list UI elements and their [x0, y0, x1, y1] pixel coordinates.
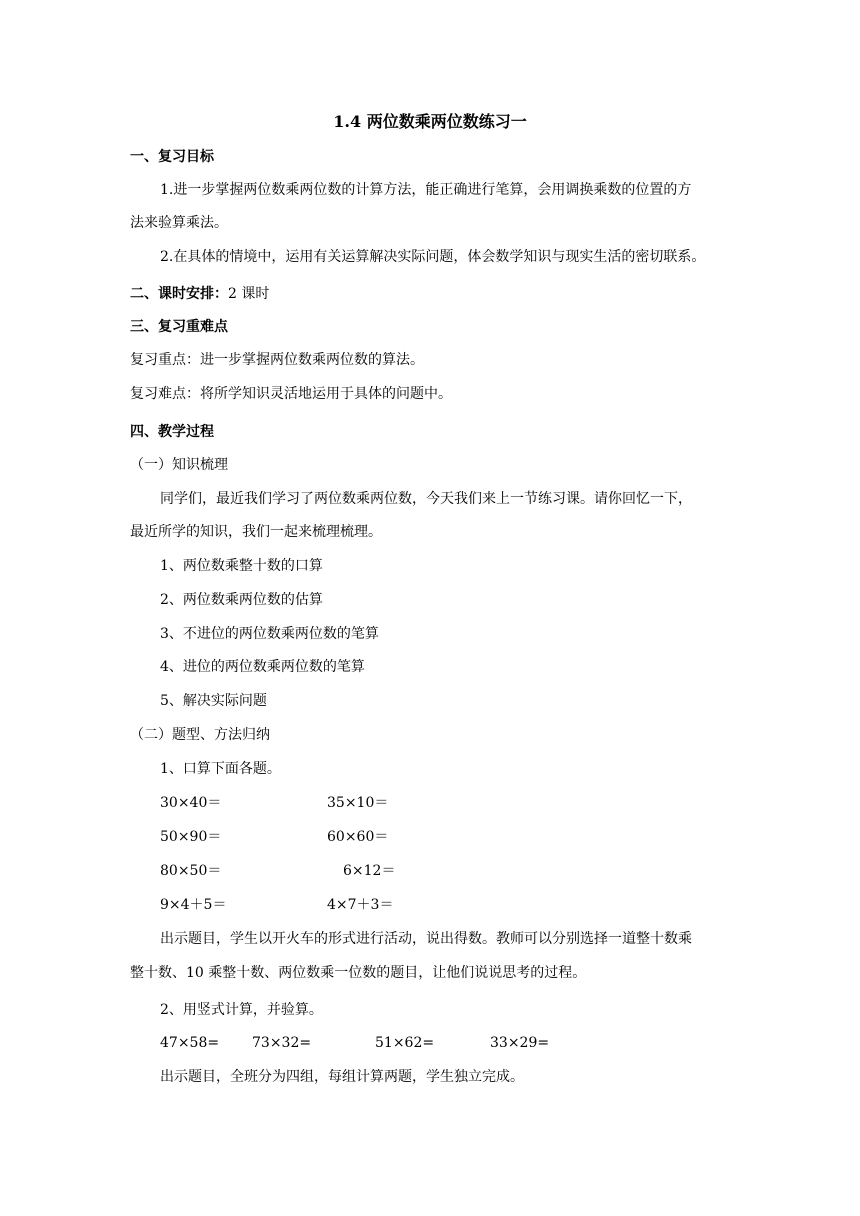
- written-calc-expression: 47×58=: [160, 1035, 220, 1051]
- list-item: 5、解决实际问题: [160, 693, 267, 709]
- written-calc-expression: 51×62=: [375, 1035, 435, 1051]
- mental-math-expression: 60×60＝: [327, 829, 389, 845]
- subsection-question-types: （二）题型、方法归纳: [130, 727, 270, 743]
- subsection-knowledge-review: （一）知识梳理: [130, 457, 228, 473]
- key-point-text: 复习重点：进一步掌握两位数乘两位数的算法。: [130, 352, 424, 368]
- goal-paragraph-1: 1.进一步掌握两位数乘两位数的计算方法，能正确进行笔算，会用调换乘数的位置的方: [160, 182, 692, 198]
- mental-math-expression: 50×90＝: [160, 829, 222, 845]
- mental-math-expression: 4×7＋3＝: [327, 897, 394, 913]
- mental-math-expression: 9×4＋5＝: [160, 897, 227, 913]
- schedule-label: 二、课时安排：: [130, 286, 228, 302]
- difficult-point-text: 复习难点：将所学知识灵活地运用于具体的问题中。: [130, 386, 452, 402]
- mental-math-expression: 80×50＝: [160, 863, 222, 879]
- mental-math-expression: 30×40＝: [160, 795, 222, 811]
- goal-paragraph-1-continued: 法来验算乘法。: [130, 215, 228, 231]
- question-1-note: 出示题目，学生以开火车的形式进行活动，说出得数。教师可以分别选择一道整十数乘: [160, 931, 692, 947]
- question-2-title: 2、用竖式计算，并验算。: [160, 1002, 323, 1018]
- section-heading-review-goals: 一、复习目标: [130, 149, 214, 165]
- list-item: 3、不进位的两位数乘两位数的笔算: [160, 626, 379, 642]
- mental-math-expression: 35×10＝: [327, 795, 389, 811]
- question-1-note-continued: 整十数、10 乘整十数、两位数乘一位数的题目，让他们说说思考的过程。: [130, 965, 587, 981]
- list-item: 2、两位数乘两位数的估算: [160, 592, 323, 608]
- question-1-title: 1、口算下面各题。: [160, 761, 281, 777]
- written-calc-expression: 33×29=: [490, 1035, 550, 1051]
- written-calc-expression: 73×32=: [252, 1035, 312, 1051]
- schedule-value: 2 课时: [228, 286, 270, 302]
- goal-paragraph-2: 2.在具体的情境中，运用有关运算解决实际问题，体会数学知识与现实生活的密切联系。: [160, 249, 706, 265]
- section-heading-schedule: [130, 285, 269, 303]
- list-item: 4、进位的两位数乘两位数的笔算: [160, 659, 365, 675]
- intro-paragraph: 同学们，最近我们学习了两位数乘两位数，今天我们来上一节练习课。请你回忆一下，: [160, 491, 692, 507]
- section-heading-key-points: 三、复习重难点: [130, 319, 228, 335]
- mental-math-expression: 6×12＝: [343, 863, 396, 879]
- document-title: 1.4 两位数乘两位数练习一: [333, 112, 527, 131]
- intro-paragraph-continued: 最近所学的知识，我们一起来梳理梳理。: [130, 524, 382, 540]
- list-item: 1、两位数乘整十数的口算: [160, 558, 323, 574]
- question-2-note: 出示题目，全班分为四组，每组计算两题，学生独立完成。: [160, 1069, 524, 1085]
- section-heading-teaching-process: 四、教学过程: [130, 424, 214, 440]
